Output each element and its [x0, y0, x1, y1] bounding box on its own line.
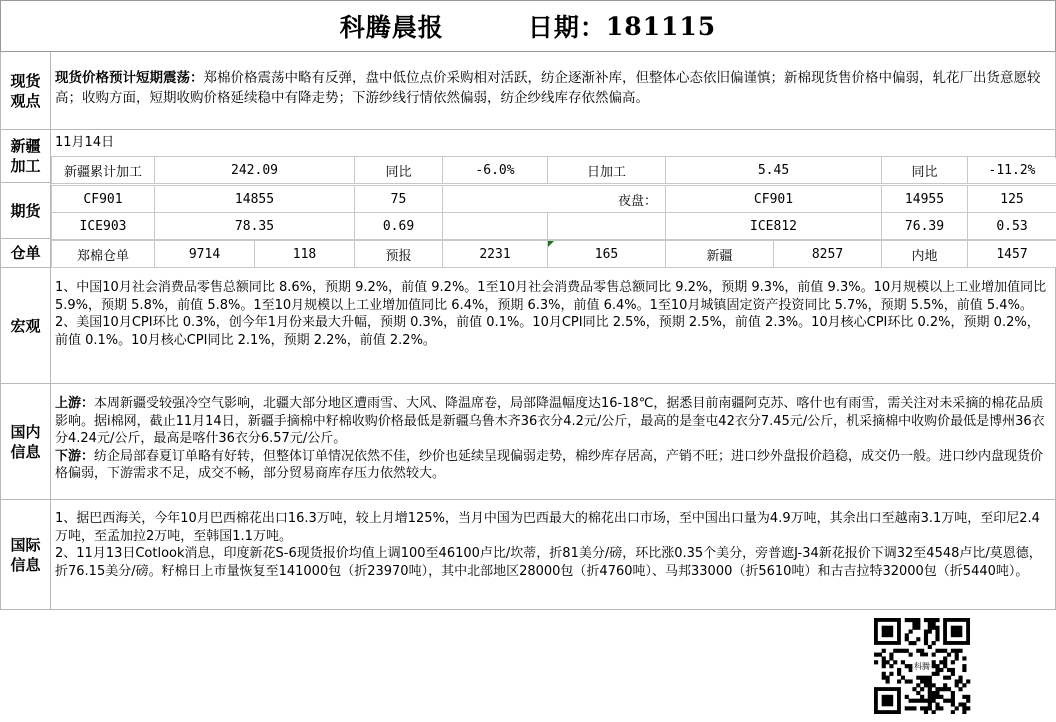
night-session-label: 夜盘：: [548, 186, 666, 213]
report-title: 科腾晨报: [339, 13, 444, 42]
spot-view: [51, 52, 1056, 130]
contract-cell: CF901: [666, 186, 882, 213]
qr-code-image: [868, 618, 976, 714]
upstream-text: 本周新疆受较强冷空气影响，北疆大部分地区遭雨雪、大风、降温席卷，局部降温幅度达16-18℃，据悉目前南疆阿克苏、喀什也有雨雪，需关注对未采摘的棉花品质影响。据i棉网，截止11月14日，新疆手摘棉中籽棉收购价格最低是新疆乌鲁木齐36衣分4.2元/公斤，最高的是奎屯42衣分7.45元/公斤，机采摘棉中收购价最低是博州36衣分4.24元/公斤，最高是喀什36衣分6.57元/公斤。: [55, 396, 1045, 446]
yoy-label: 同比: [882, 157, 968, 184]
international-section: [51, 500, 1056, 610]
label-domestic: 国内信息: [0, 384, 51, 500]
warehouse-table: [51, 240, 1056, 268]
date-label: 日期：: [527, 13, 606, 42]
label-international: 国际信息: [0, 500, 51, 610]
yoy-label: 同比: [355, 157, 443, 184]
spot-headline: 现货价格预计短期震荡：: [55, 70, 204, 86]
xinjiang-label: 新疆: [666, 241, 774, 268]
macro-paragraph: 2、美国10月CPI环比 0.3%，创今年1月份来最大升幅，预期 0.3%，前值 0.1%。10月CPI同比 2.5%，预期 2.5%，前值 2.3%。10月核心CPI环比 0.2%，预期 0.2%，前值 0.1%。10月核心CPI同比 2.1%，预期 2.2%，前值 2.2%。: [55, 315, 1040, 348]
domestic-section: [51, 384, 1056, 500]
inland-value: 1457: [968, 241, 1056, 268]
forecast-value: 2231: [443, 241, 548, 268]
upstream-label: 上游：: [55, 396, 95, 411]
international-paragraph: 2、11月13日Cotlook消息，印度新花S-6现货报价均值上调100至46100卢比/坎蒂，折81美分/磅，环比涨0.35个美分，旁普遮J-34新花报价下调32至4548卢比/莫恩德，折76.15美分/磅。籽棉日上市量恢复至141000包（折23970吨），其中北部地区28000包（折4760吨）、马邦33000（折5610吨）和古吉拉特32000包（折5440吨）。: [55, 546, 1042, 579]
forecast-label: 预报: [355, 241, 443, 268]
yoy-value: -11.2%: [968, 157, 1056, 184]
report-header: [0, 0, 1056, 52]
downstream-text: 纺企局部春夏订单略有好转，但整体订单情况依然不佳，纱价也延续呈现偏弱走势，棉纱库存居高，产销不旺；进口纱外盘报价趋稳，成交仍一般。进口纱内盘现货价格偏弱，下游需求不足，成交不畅，部分贸易商库存压力依然较大。: [55, 448, 1044, 481]
cum-processing-label: 新疆累计加工: [52, 157, 155, 184]
table-row: [52, 213, 1056, 240]
contract-cell: CF901: [52, 186, 155, 213]
change-cell: 0.69: [355, 213, 443, 240]
change-cell: 0.53: [968, 213, 1056, 240]
change-cell: 125: [968, 186, 1056, 213]
label-xinjiang: 新疆加工: [0, 130, 51, 183]
daily-processing-label: 日加工: [548, 157, 666, 184]
contract-cell: ICE812: [666, 213, 882, 240]
table-row: [52, 157, 1056, 184]
zhengzhou-receipt-change: 118: [255, 241, 355, 268]
price-cell: 14855: [155, 186, 355, 213]
label-futures: 期货: [0, 183, 51, 239]
qr-center-logo: 科腾: [914, 662, 930, 671]
price-cell: 78.35: [155, 213, 355, 240]
inland-label: 内地: [882, 241, 968, 268]
spot-text: 郑棉价格震荡中略有反弹，盘中低位点价采购相对活跃，纺企逐渐补库，但整体心态依旧偏谨慎；新棉现货售价格中偏弱，轧花厂出货意愿较高；收购方面，短期收购价格延续稳中有降走势；下游纱线行情依然偏弱，纺企纱线库存依然偏高。: [55, 70, 1041, 106]
forecast-change: 165: [548, 241, 666, 268]
table-row: [52, 186, 1056, 213]
label-spot: 现货观点: [0, 52, 51, 130]
change-cell: 75: [355, 186, 443, 213]
xinjiang-processing-table: [51, 156, 1056, 184]
xinjiang-date: 11月14日: [51, 130, 1056, 158]
futures-table: [51, 185, 1056, 240]
label-warehouse: 仓单: [0, 239, 51, 268]
macro-paragraph: 1、中国10月社会消费品零售总额同比 8.6%，预期 9.2%，前值 9.2%。1至10月社会消费品零售总额同比 9.2%，预期 9.3%，前值 9.3%。10月规模以上工业增加值同比 5.9%，预期 5.8%，前值 5.8%。1至10月规模以上工业增加值同比 6.4%，预期 6.3%，前值 6.4%。1至10月城镇固定资产投资同比 5.7%，预期 5.5%，前值 5.4%。: [55, 280, 1047, 313]
zhengzhou-receipt-value: 9714: [155, 241, 255, 268]
price-cell: 76.39: [882, 213, 968, 240]
international-paragraph: 1、据巴西海关，今年10月巴西棉花出口16.3万吨，较上月增125%，当月中国为巴西最大的棉花出口市场，至中国出口量为4.9万吨，其余出口至越南3.1万吨，至印尼2.4万吨，至孟加拉2万吨，至韩国1.1万吨。: [55, 511, 1040, 544]
table-row: [52, 241, 1056, 268]
price-cell: 14955: [882, 186, 968, 213]
zhengzhou-receipt-label: 郑棉仓单: [52, 241, 155, 268]
date-value: 181115: [605, 11, 717, 41]
cum-processing-value: 242.09: [155, 157, 355, 184]
label-macro: 宏观: [0, 268, 51, 384]
downstream-label: 下游：: [55, 448, 95, 464]
macro-section: [51, 268, 1056, 384]
qr-code: [868, 618, 976, 714]
xinjiang-value: 8257: [774, 241, 882, 268]
yoy-value: -6.0%: [443, 157, 548, 184]
contract-cell: ICE903: [52, 213, 155, 240]
daily-processing-value: 5.45: [666, 157, 882, 184]
